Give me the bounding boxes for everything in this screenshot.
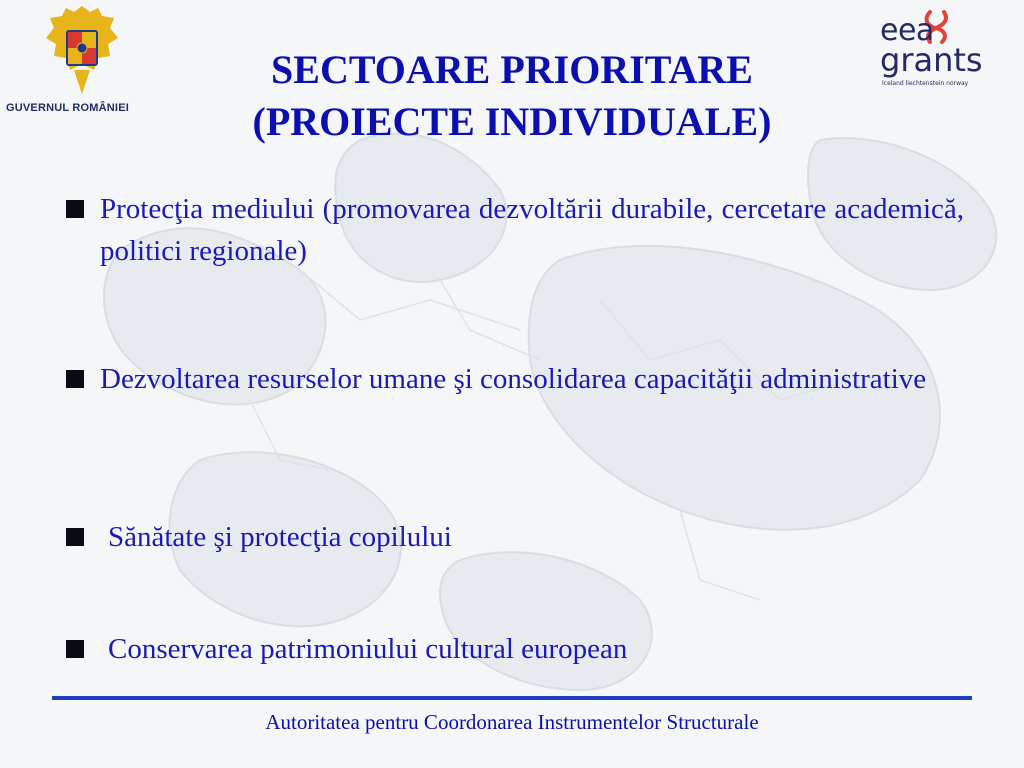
eea-wordmark: eea [880,13,934,48]
bullet-item [62,358,1002,400]
bullet-item [62,516,1002,558]
eea-grants-logo [876,10,986,90]
title-line-1: SECTOARE PRIORITARE [271,47,753,92]
government-logo [6,4,156,122]
footer-text: Autoritatea pentru Coordonarea Instrumentelor Structurale [265,710,759,734]
slide-title [150,44,874,148]
romanian-coat-of-arms-icon [44,4,120,96]
square-bullet-icon [66,528,84,546]
title-line-2: (PROIECTE INDIVIDUALE) [252,99,772,144]
footer-divider [52,696,972,700]
bullet-list [62,188,964,665]
square-bullet-icon [66,200,84,218]
eea-tagline: Iceland liechtenstein norway [882,80,969,87]
bullet-item [62,188,964,272]
government-label: GUVERNUL ROMÂNIEI [6,102,129,114]
bullet-text: Conservarea patrimoniului cultural european [108,633,628,665]
grants-wordmark: grants [880,41,983,79]
square-bullet-icon [66,370,84,388]
bullet-text: Protecţia mediului (promovarea dezvoltării durabile, cercetare academică, politici regionale) [100,193,964,267]
square-bullet-icon [66,640,84,658]
bullet-text: Dezvoltarea resurselor umane şi consolidarea capacităţii administrative [100,363,927,395]
bullet-item [62,628,1002,670]
bullet-text: Sănătate şi protecţia copilului [108,521,452,553]
